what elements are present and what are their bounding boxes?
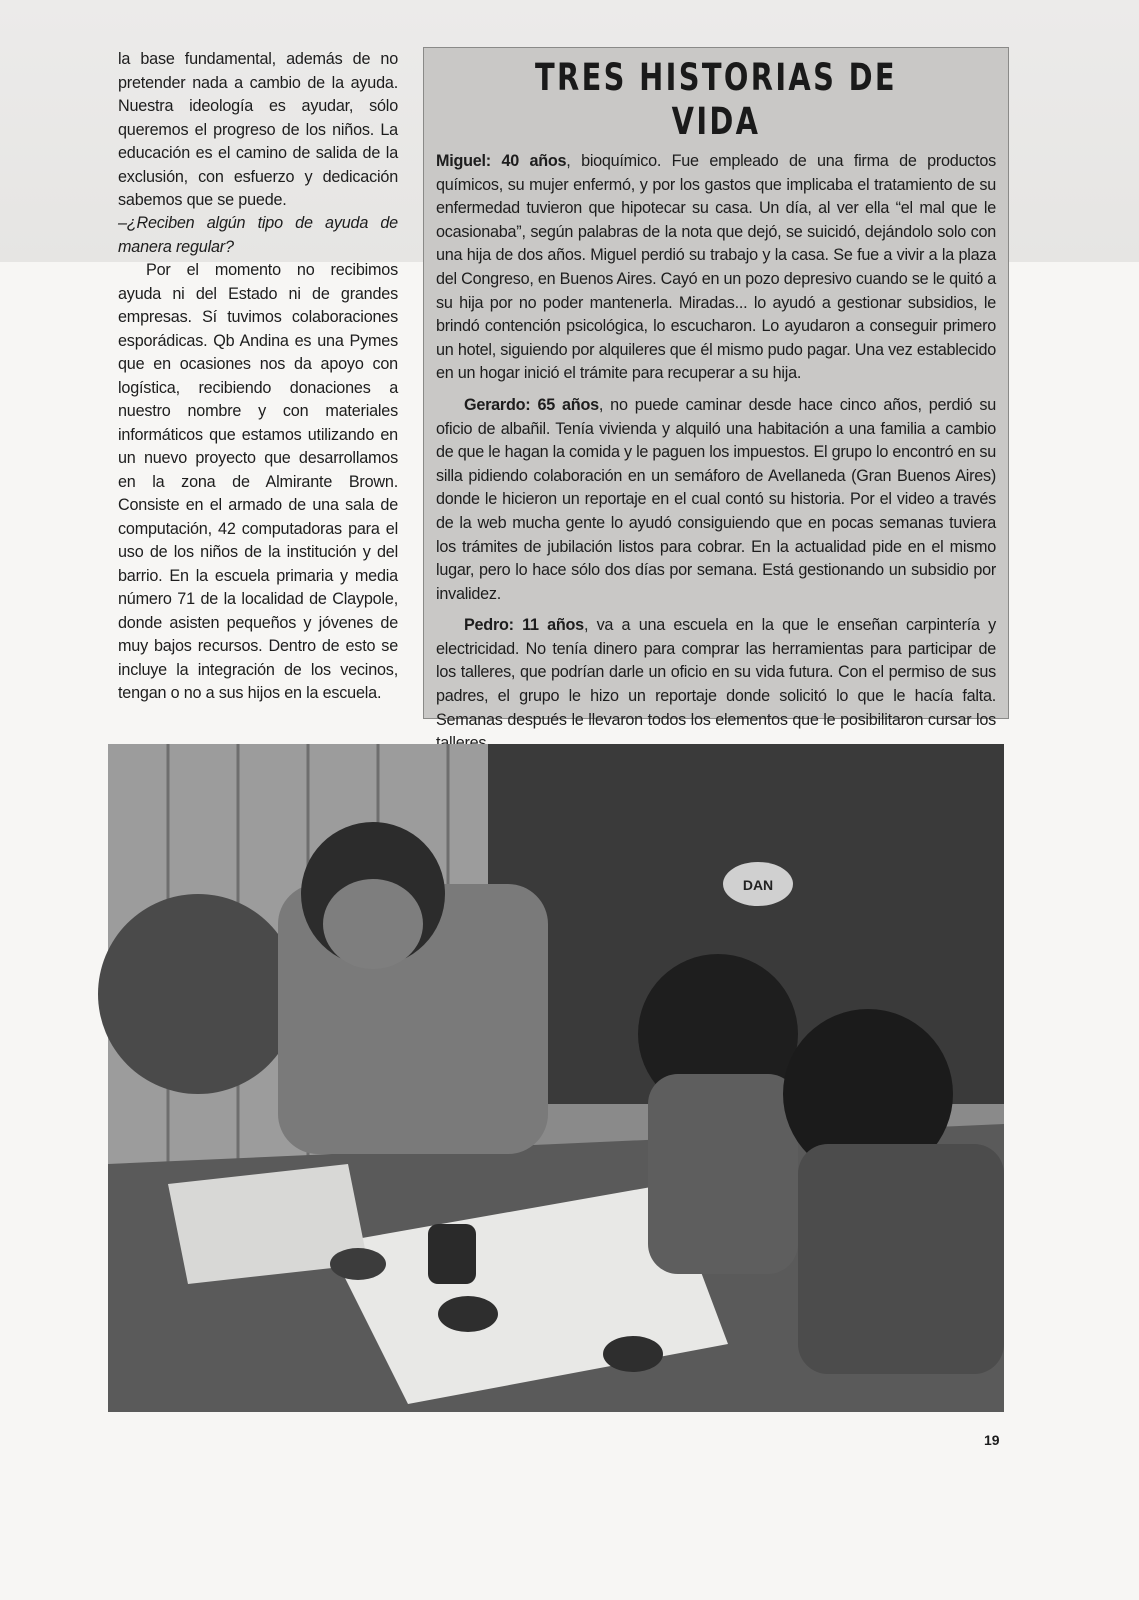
story-text: , bioquímico. Fue empleado de una firma de productos químicos, su mujer enfermó, y por los gastos que implicaba el tratamiento de su enfermedad tuvieron que hipotecar su casa. Un día, al ver ella “el mal que le ocasionaba”, según palabras de la nota que dejó, se suicidó, dejándolo solo con una hija de dos años. Miguel perdió su trabajo y la casa. Se fue a vivir a la plaza del Congreso, en Buenos Aires. Cayó en un pozo depresivo cuando se le quitó a su hija por no poder mantenerla. Miradas... lo ayudó a gestionar subsidios, le brindó contención psicológica, lo escucharon. Lo ayudaron a conseguir primero un hotel, siguiendo por alquileres que él mismo pudo pagar. Una vez establecido en un hogar inició el trámite para recuperar a su hija. [436, 152, 996, 383]
story-name: Gerardo: 65 años [464, 395, 599, 414]
story-text: , va a una escuela en la que le enseñan carpintería y electricidad. No tenía dinero para comprar las herramientas para participar de los talleres, que podrían darle un oficio en su vida futura. Con el permiso de sus padres, el grupo le hizo un reportaje donde solicitó lo que le hacía falta. Semanas después le llevaron todos los elementos que le posibilitaron cursar los [436, 616, 996, 729]
children-painting-photo [108, 744, 1004, 1412]
paint-jar [428, 1224, 476, 1284]
sidebar-title: TRES HISTORIAS DE VIDA [535, 56, 897, 143]
story-text: , no puede caminar desde hace cinco años, perdió su oficio de albañil. Tenía vivienda y alquiló una habitación a una familia a cambio de que le hagan la comida y le paguen los impuestos. El grupo lo encontró en su silla pidiendo colaboración en un semáforo de Avellaneda (Gran Buenos Aires) donde le hicieron un reportaje en el cual contó su historia. Por el video a través de la web mucha gente lo ayudó consiguiendo que en pocas semanas tuviera los trámites de jubilación listos para cobrar. En la actualidad pide en el mismo lugar, pero lo hace sólo dos días por semana. Está gestionando un subsidio por invalidez. [436, 395, 996, 603]
photo-illustration [108, 744, 1004, 1412]
child-center-face [323, 879, 423, 969]
paint-jar [330, 1248, 386, 1280]
paint-jar [438, 1296, 498, 1332]
story-name: Miguel: 40 años [436, 152, 567, 170]
paint-jar [603, 1336, 663, 1372]
story-pedro [436, 614, 996, 756]
story-gerardo [436, 394, 996, 606]
story-miguel [436, 150, 996, 386]
interview-answer: Por el momento no recibimos ayuda ni del Estado ni de grandes empresas. Sí tuvimos colaboraciones esporádicas. Qb Andina es una Pymes que en ocasiones nos da apoyo con logística, recibiendo donaciones a nuestro nombre y con materiales informáticos que estamos utilizando en un nuevo proyecto que desarrollamos en la zona de Almirante Brown. Consiste en el armado de una sala de computación, 42 computadoras para el uso de los niños de la institución y del barrio. En la escuela primaria y media número 71 de la localidad de Claypole, donde asisten pequeños y jóvenes de muy bajos recursos. Dentro de esto se incluye la integración de los vecinos, tengan o no a sus hijos en la escuela. [118, 261, 398, 702]
boy-right-body [798, 1144, 1004, 1374]
child-left-head [98, 894, 298, 1094]
child-right-body [648, 1074, 798, 1274]
jacket-badge-text: DAN [742, 877, 774, 893]
page-number: 19 [984, 1432, 1000, 1448]
interview-question: –¿Reciben algún tipo de ayuda de manera regular? [118, 214, 398, 256]
story-name: Pedro: 11 años [464, 616, 584, 635]
intro-paragraph: la base fundamental, además de no pretender nada a cambio de la ayuda. Nuestra ideología es ayudar, sólo queremos el progreso de los niños. La educación es el camino de salida de la exclusión, con esfuerzo y dedicación sabemos que se puede. [118, 50, 398, 209]
left-column [118, 48, 398, 706]
sidebar-box [423, 47, 1009, 729]
